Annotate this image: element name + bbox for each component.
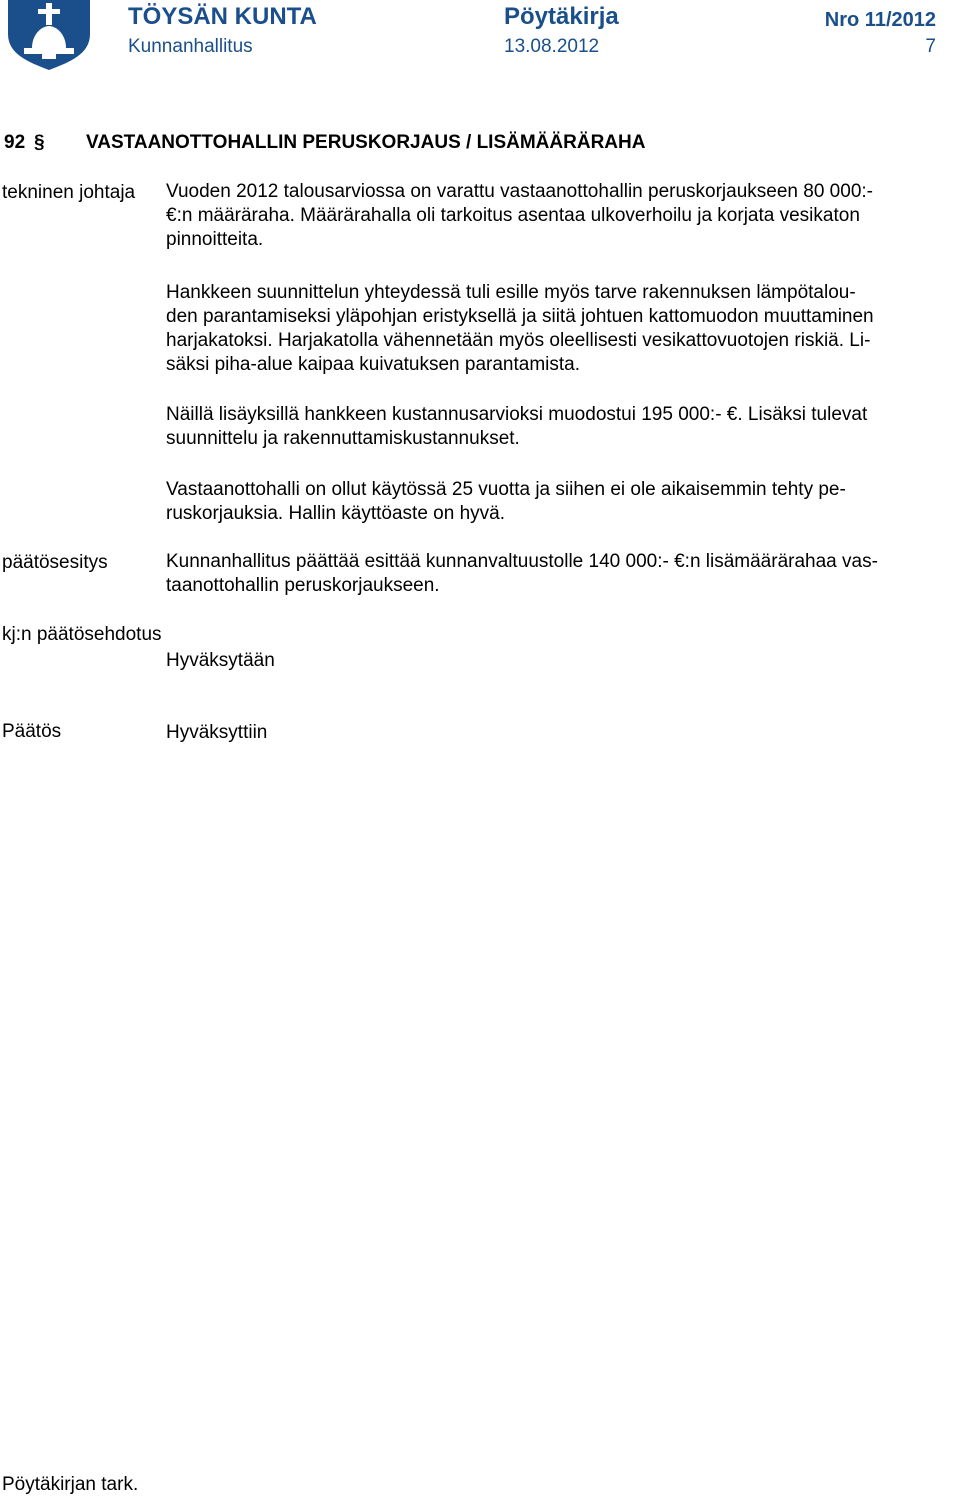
section-title: VASTAANOTTOHALLIN PERUSKORJAUS / LISÄMÄÄRÄRAHA (86, 132, 646, 153)
municipality-name: TÖYSÄN KUNTA (128, 3, 317, 30)
coat-of-arms-icon (6, 0, 92, 70)
meeting-date: 13.08.2012 (504, 36, 600, 57)
label-preparer: tekninen johtaja (2, 182, 136, 203)
section-number: 92 (4, 132, 26, 153)
label-proposal: päätösesitys (2, 552, 108, 573)
proposal-text: Kunnanhallitus päättää esittää kunnanvaltuustolle 140 000:- €:n lisämäärärahaa vas- taanottohallin peruskorjaukseen. (166, 551, 878, 596)
paragraph-2: Hankkeen suunnittelun yhteydessä tuli esille myös tarve rakennuksen lämpötalou- den parantamiseksi yläpohjan eristyksellä ja siitä johtuen kattomuodon muuttaminen harjakatoksi. Harjakatolla vähennetään myös oleellisesti vesikattovuotojen riskiä. Li- säksi piha-alue kaipaa kuivatuksen parantamista. (166, 282, 874, 375)
manager-proposal-text: Hyväksytään (166, 650, 275, 671)
paragraph-1: Vuoden 2012 talousarviossa on varattu vastaanottohallin peruskorjaukseen 80 000:- €:n määräraha. Määrärahalla oli tarkoitus asentaa ulkoverhoilu ja korjata vesikaton pinnoitteita. (166, 181, 873, 250)
label-manager-proposal: kj:n päätösehdotus (2, 624, 162, 645)
minutes-checkers-signoff: Pöytäkirjan tark. (2, 1474, 139, 1495)
paragraph-4: Vastaanottohalli on ollut käytössä 25 vuotta ja siihen ei ole aikaisemmin tehty pe- ruskorjauksia. Hallin käyttöaste on hyvä. (166, 479, 846, 524)
document-type: Pöytäkirja (504, 3, 619, 30)
page-number: 7 (925, 36, 936, 57)
organ-name: Kunnanhallitus (128, 36, 253, 57)
paragraph-3: Näillä lisäyksillä hankkeen kustannusarvioksi muodostui 195 000:- €. Lisäksi tulevat suunnittelu ja rakennuttamiskustannukset. (166, 404, 868, 449)
label-decision: Päätös (2, 721, 62, 742)
section-heading (4, 132, 645, 154)
section-mark: § (34, 132, 45, 153)
decision-text: Hyväksyttiin (166, 722, 268, 743)
minutes-number: Nro 11/2012 (824, 9, 936, 31)
